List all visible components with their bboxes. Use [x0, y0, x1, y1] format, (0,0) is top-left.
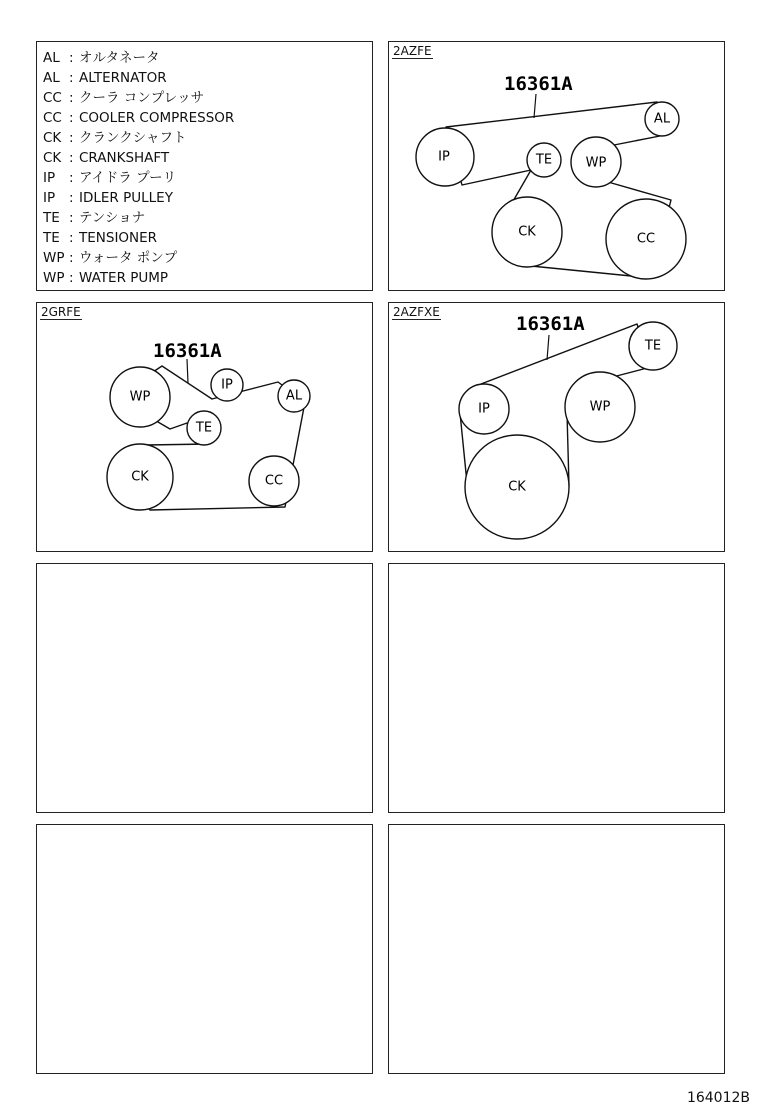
pulley-label-wp: WP	[585, 155, 607, 171]
legend-code: WP	[43, 250, 65, 266]
legend-code: WP	[43, 270, 65, 286]
legend-code: CC	[43, 90, 62, 106]
belt-diagram-2azfxe-svg	[389, 303, 726, 553]
legend-item	[43, 68, 234, 88]
empty-panel	[388, 824, 725, 1074]
pulley-label-wp: WP	[589, 399, 611, 415]
legend-separator: :	[69, 190, 74, 206]
pulley-label-cc: CC	[264, 473, 284, 489]
belt-diagram-2grfe	[36, 302, 373, 552]
legend-item	[43, 148, 234, 168]
pulley-label-al: AL	[653, 111, 671, 127]
legend-text: COOLER COMPRESSOR	[79, 110, 235, 126]
legend-separator: :	[69, 270, 74, 286]
legend-separator: :	[69, 250, 74, 266]
pulley-label-ip: IP	[221, 377, 233, 393]
legend-separator: :	[69, 170, 74, 186]
engine-label-2grfe: 2GRFE	[41, 305, 81, 319]
legend-separator: :	[69, 210, 74, 226]
legend-code: TE	[43, 210, 60, 226]
pulley-label-te: TE	[195, 420, 213, 436]
legend-item	[43, 108, 234, 128]
legend-text: IDLER PULLEY	[79, 190, 173, 206]
legend-item	[43, 168, 234, 188]
legend-text: クーラ コンプレッサ	[79, 90, 205, 106]
legend-code: TE	[43, 230, 60, 246]
legend-text: CRANKSHAFT	[79, 150, 170, 166]
legend-text: クランクシャフト	[79, 130, 187, 146]
pulley-label-ck: CK	[518, 224, 536, 240]
belt-diagram-2grfe-svg	[37, 303, 374, 553]
legend-separator: :	[69, 130, 74, 146]
leader-line	[187, 359, 188, 383]
pulley-label-ip: IP	[438, 149, 450, 165]
legend-separator: :	[69, 70, 74, 86]
legend-code: CK	[43, 150, 62, 166]
pulley-label-ck: CK	[508, 479, 526, 495]
legend-item	[43, 88, 234, 108]
part-number-label: 16361A	[504, 73, 573, 95]
legend-text: アイドラ プーリ	[79, 170, 177, 186]
legend-separator: :	[69, 230, 74, 246]
engine-label-2azfxe: 2AZFXE	[393, 305, 440, 319]
legend-item	[43, 208, 234, 228]
legend-separator: :	[69, 90, 74, 106]
legend-item	[43, 248, 234, 268]
legend-text: TENSIONER	[79, 230, 158, 246]
legend-text: ウォータ ポンプ	[79, 250, 178, 266]
legend-item	[43, 228, 234, 248]
legend-code: AL	[43, 50, 60, 66]
part-number-label: 16361A	[516, 313, 585, 335]
diagram-code: 164012B	[686, 1090, 750, 1106]
legend-panel	[36, 41, 373, 291]
legend-text: オルタネータ	[79, 50, 160, 66]
pulley-label-ck: CK	[131, 469, 149, 485]
legend-text: テンショナ	[79, 210, 146, 226]
legend-code: AL	[43, 70, 60, 86]
legend-code: CK	[43, 130, 62, 146]
pulley-label-wp: WP	[129, 389, 151, 405]
legend-list	[43, 48, 234, 288]
leader-line	[547, 335, 549, 360]
legend-separator: :	[69, 150, 74, 166]
pulley-label-al: AL	[285, 388, 303, 404]
legend-code: CC	[43, 110, 62, 126]
belt-diagram-2azfxe	[388, 302, 725, 552]
engine-label-2azfe: 2AZFE	[393, 44, 432, 58]
legend-item	[43, 48, 234, 68]
pulley-label-cc: CC	[636, 231, 656, 247]
leader-line	[534, 94, 536, 118]
legend-separator: :	[69, 50, 74, 66]
empty-panel	[36, 824, 373, 1074]
legend-text: WATER PUMP	[79, 270, 169, 286]
legend-text: ALTERNATOR	[79, 70, 167, 86]
belt-diagram-2azfe	[388, 41, 725, 291]
empty-panel	[36, 563, 373, 813]
legend-separator: :	[69, 110, 74, 126]
empty-panel	[388, 563, 725, 813]
pulley-label-ip: IP	[478, 401, 490, 417]
legend-item	[43, 268, 234, 288]
legend-code: IP	[43, 190, 56, 206]
legend-item	[43, 188, 234, 208]
legend-item	[43, 128, 234, 148]
pulley-label-te: TE	[535, 152, 553, 168]
legend-code: IP	[43, 170, 56, 186]
pulley-label-te: TE	[644, 338, 662, 354]
part-number-label: 16361A	[153, 340, 222, 362]
belt-diagram-2azfe-svg	[389, 42, 726, 292]
